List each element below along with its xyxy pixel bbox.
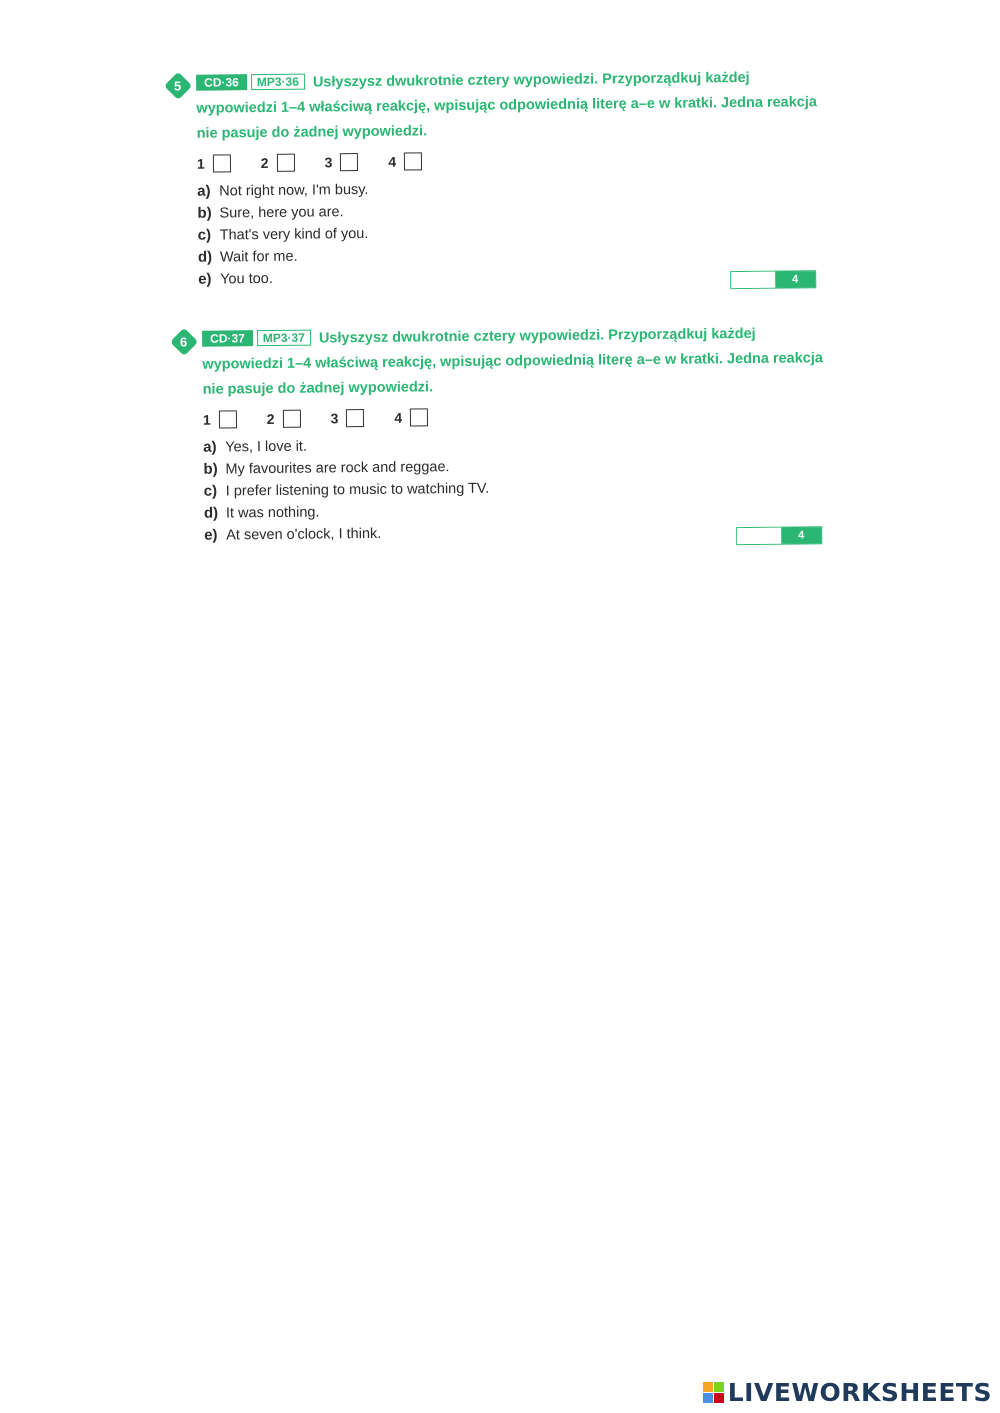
mp3-track-label: MP3·37 bbox=[257, 330, 311, 347]
exercise-number-badge: 5 bbox=[164, 72, 192, 100]
option-item: a) Not right now, I'm busy. bbox=[197, 181, 369, 200]
liveworksheets-brand bbox=[703, 1378, 992, 1407]
option-item: b) My favourites are rock and reggae. bbox=[203, 459, 450, 478]
answer-boxes bbox=[197, 148, 829, 173]
exercise-header bbox=[168, 65, 829, 147]
answer-input-box[interactable] bbox=[340, 153, 358, 171]
instruction-text: Usłyszysz dwukrotnie cztery wypowiedzi. Przyporządkuj każdej wypowiedzi 1–4 właściwą reakcję, wpisując odpowiednią literę a–e w kratki. Jedna reakcja nie pasuje do żadnej wypowiedzi. bbox=[202, 325, 823, 398]
liveworksheets-logo-icon bbox=[703, 1382, 724, 1403]
answer-input-box[interactable] bbox=[213, 154, 231, 172]
answer-input-box[interactable] bbox=[276, 154, 294, 172]
cd-track-label: CD·37 bbox=[202, 330, 253, 347]
answer-item: 3 bbox=[324, 153, 358, 171]
answer-item: 4 bbox=[394, 408, 428, 426]
score-input[interactable] bbox=[731, 272, 775, 288]
option-item: e) At seven o'clock, I think. bbox=[204, 525, 382, 544]
answer-item: 1 bbox=[197, 154, 231, 172]
score-box bbox=[730, 270, 816, 289]
answer-item: 2 bbox=[261, 154, 295, 172]
option-item: d) Wait for me. bbox=[197, 248, 298, 266]
answer-boxes bbox=[203, 404, 835, 429]
answer-input-box[interactable] bbox=[404, 152, 422, 170]
exercise-instruction bbox=[196, 65, 829, 147]
answer-item: 2 bbox=[267, 410, 301, 428]
mp3-track-label: MP3·36 bbox=[251, 74, 305, 91]
answer-item: 3 bbox=[330, 409, 364, 427]
max-points: 4 bbox=[775, 271, 815, 287]
exercise-instruction bbox=[202, 321, 835, 403]
instruction-text: Usłyszysz dwukrotnie cztery wypowiedzi. Przyporządkuj każdej wypowiedzi 1–4 właściwą reakcję, wpisując odpowiednią literę a–e w kratki. Jedna reakcja nie pasuje do żadnej wypowiedzi. bbox=[196, 69, 817, 142]
option-item: e) You too. bbox=[198, 270, 273, 288]
max-points: 4 bbox=[781, 527, 821, 543]
exercise-5 bbox=[168, 65, 830, 291]
option-item: d) It was nothing. bbox=[203, 504, 320, 522]
answer-input-box[interactable] bbox=[410, 408, 428, 426]
option-item: c) That's very kind of you. bbox=[197, 225, 369, 244]
score-box bbox=[736, 526, 822, 545]
answer-item: 1 bbox=[203, 410, 237, 428]
option-item: b) Sure, here you are. bbox=[197, 204, 344, 222]
option-item: c) I prefer listening to music to watching TV. bbox=[203, 480, 490, 500]
answer-input-box[interactable] bbox=[219, 410, 237, 428]
exercise-header bbox=[174, 321, 835, 403]
cd-track-label: CD·36 bbox=[196, 74, 247, 91]
answer-item: 4 bbox=[388, 152, 422, 170]
score-input[interactable] bbox=[737, 528, 781, 544]
exercise-number-badge: 6 bbox=[170, 328, 198, 356]
answer-input-box[interactable] bbox=[346, 409, 364, 427]
brand-name: LIVEWORKSHEETS bbox=[727, 1378, 992, 1407]
answer-input-box[interactable] bbox=[282, 410, 300, 428]
exercise-6 bbox=[174, 321, 836, 547]
option-item: a) Yes, I love it. bbox=[203, 438, 308, 456]
